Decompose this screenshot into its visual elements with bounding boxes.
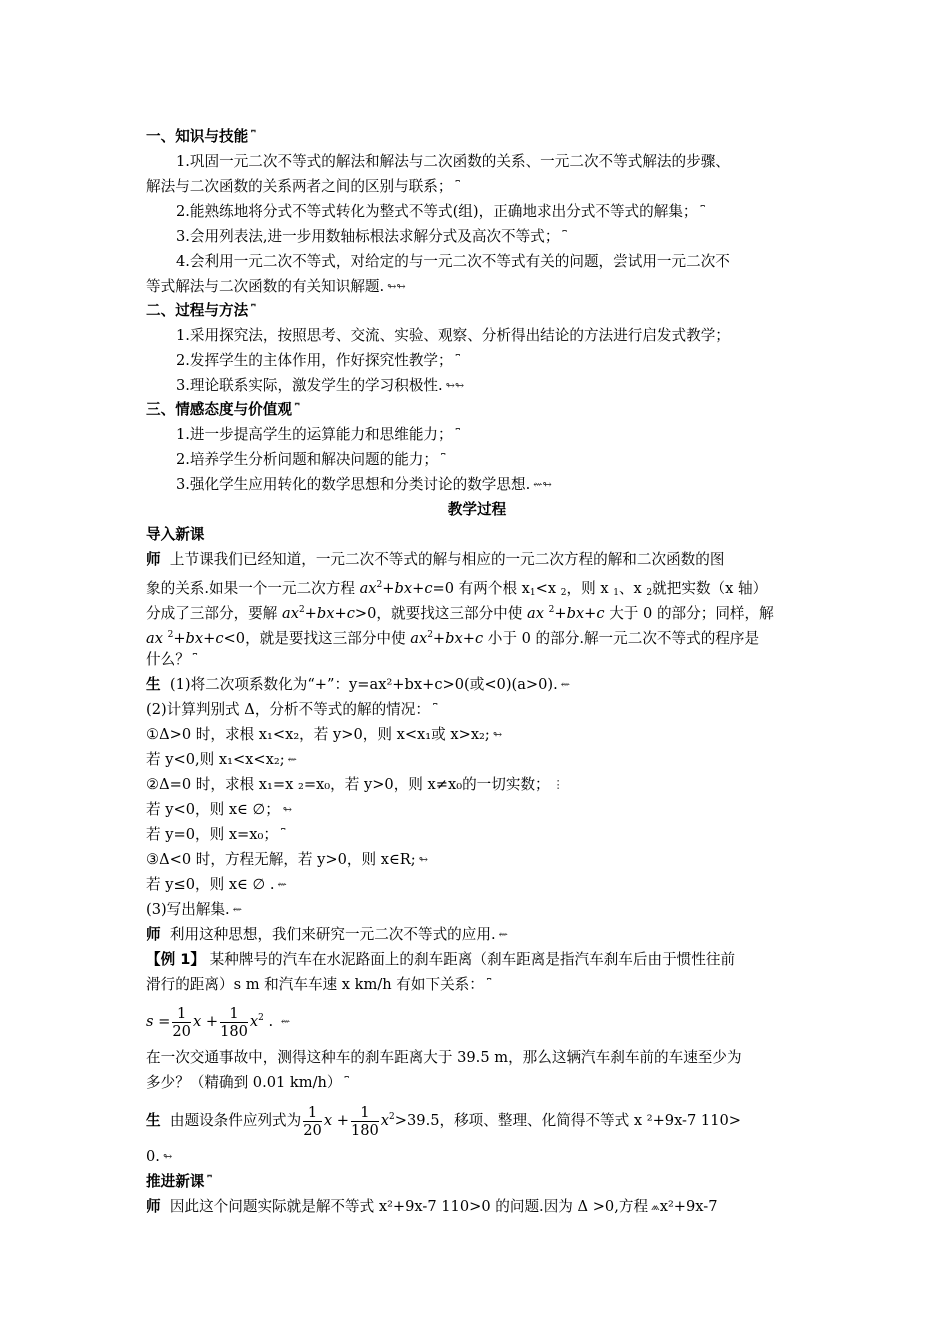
student-step-9: 若 y≤0，则 x∈ ∅ . ⇜ bbox=[146, 876, 287, 893]
section-heading-3: 三、情感态度与价值观 ⎴ bbox=[146, 401, 300, 418]
student-step-6: 若 y<0，则 x∈ ∅； ↬ bbox=[146, 801, 293, 818]
advance-heading: 推进新课 ⎴ bbox=[146, 1173, 212, 1190]
teacher-line-4: ax $^2$+bx+c<0，就是要找这三部分中使 $ax^2+bx+c$ 小于 0 的部分.解一元二次不等式的程序是 bbox=[146, 630, 760, 647]
example-line-2: 滑行的距离）s m 和汽车车速 x km/h 有如下关系： ⎴ bbox=[146, 976, 492, 993]
s2-item-1: 1.采用探究法，按照思考、交流、实验、观察、分析得出结论的方法进行启发式教学； bbox=[176, 327, 730, 344]
example-line-1: 【例 1】 某种牌号的汽车在水泥路面上的刹车距离（刹车距离是指汽车刹车后由于惯性往前 bbox=[146, 951, 736, 968]
teacher-line-3: 分成了三部分，要解 $ax^2+bx+c>0$，就要找这三部分中使 ax $^2$+bx+c 大于 0 的部分；同样，解 bbox=[146, 605, 774, 622]
s2-item-3: 3.理论联系实际，激发学生的学习积极性. ↬↬ bbox=[176, 377, 465, 394]
student-step-5: ②Δ=0 时，求根 x₁=x ₂=x₀，若 y>0，则 x≠x₀的一切实数； ⋮ bbox=[146, 776, 564, 793]
student-answer-2: 0. ↬ bbox=[146, 1148, 173, 1165]
s1-item-1b: 解法与二次函数的关系两者之间的区别与联系； ⎴ bbox=[146, 178, 460, 195]
student-step-2: (2)计算判别式 Δ，分析不等式的解的情况： ⎴ bbox=[146, 701, 438, 718]
s3-item-1: 1.进一步提高学生的运算能力和思维能力； ⎴ bbox=[176, 426, 461, 443]
example-formula: s = $\frac{1}{20}$ x + $\frac{1}{180}$ $x^2$ . ⇜ bbox=[146, 1004, 291, 1040]
s1-item-4a: 4.会利用一元二次不等式，对给定的与一元二次不等式有关的问题，尝试用一元二次不 bbox=[176, 253, 730, 270]
student-step-10: (3)写出解集. ⇜ bbox=[146, 901, 242, 918]
intro-heading: 导入新课 bbox=[146, 526, 205, 543]
student-step-8: ③Δ<0 时，方程无解，若 y>0，则 x∈R; ↬ bbox=[146, 851, 428, 868]
student-step-3: ①Δ>0 时，求根 x₁<x₂，若 y>0，则 x<x₁或 x>x₂; ↬ bbox=[146, 726, 503, 743]
s1-item-4b: 等式解法与二次函数的有关知识解题. ↬↬ bbox=[146, 278, 406, 295]
example-line-4: 多少？（精确到 0.01 km/h） ⎴ bbox=[146, 1074, 349, 1091]
section-heading-1: 一、知识与技能 ⎴ bbox=[146, 128, 256, 145]
section-heading-2: 二、过程与方法 ⎴ bbox=[146, 302, 256, 319]
student-step-1: 生 (1)将二次项系数化为“+”：y=ax²+bx+c>0(或<0)(a>0). ⇜ bbox=[146, 676, 570, 693]
teacher-line-6: 师 利用这种思想，我们来研究一元二次不等式的应用. ⇜ bbox=[146, 926, 508, 943]
s1-item-2: 2.能熟练地将分式不等式转化为整式不等式(组)，正确地求出分式不等式的解集； ⎴ bbox=[176, 203, 705, 220]
advance-teacher-line: 师 因此这个问题实际就是解不等式 x²+9x-7 110>0 的问题.因为 Δ >0,方程 ⩕x²+9x-7 bbox=[146, 1198, 718, 1215]
s2-item-2: 2.发挥学生的主体作用，作好探究性教学； ⎴ bbox=[176, 352, 461, 369]
example-line-3: 在一次交通事故中，测得这种车的刹车距离大于 39.5 m，那么这辆汽车刹车前的车速至少为 bbox=[146, 1049, 742, 1066]
teacher-line-5: 什么？ ⎴ bbox=[146, 651, 198, 668]
student-step-7: 若 y=0，则 x=x₀； ⎴ bbox=[146, 826, 286, 843]
s1-item-3: 3.会用列表法,进一步用数轴标根法求解分式及高次不等式； ⎴ bbox=[176, 228, 567, 245]
teacher-line-1: 师 上节课我们已经知道，一元二次不等式的解与相应的一元二次方程的解和二次函数的图 bbox=[146, 551, 725, 568]
process-title: 教学过程 bbox=[447, 501, 507, 518]
s1-item-1a: 1.巩固一元二次不等式的解法和解法与二次函数的关系、一元二次不等式解法的步骤、 bbox=[176, 153, 730, 170]
s3-item-3: 3.强化学生应用转化的数学思想和分类讨论的数学思想. ⇜↬ bbox=[176, 476, 552, 493]
student-answer-1: 生 由题设条件应列式为 $\frac{1}{20}$ x + $\frac{1}{180}$ $x^2>39.5$，移项、整理、化简得不等式 x ²+9x-7 110> bbox=[146, 1103, 741, 1139]
teacher-line-2: 象的关系.如果一个一元二次方程 $ax^2+bx+c=0$ 有两个根 $x_1<x$ $_2$，则 x $_1$、x $_2$就把实数（x 轴） bbox=[146, 580, 768, 598]
student-step-4: 若 y<0,则 x₁<x<x₂; ⇜ bbox=[146, 751, 297, 768]
s3-item-2: 2.培养学生分析问题和解决问题的能力； ⎴ bbox=[176, 451, 446, 468]
